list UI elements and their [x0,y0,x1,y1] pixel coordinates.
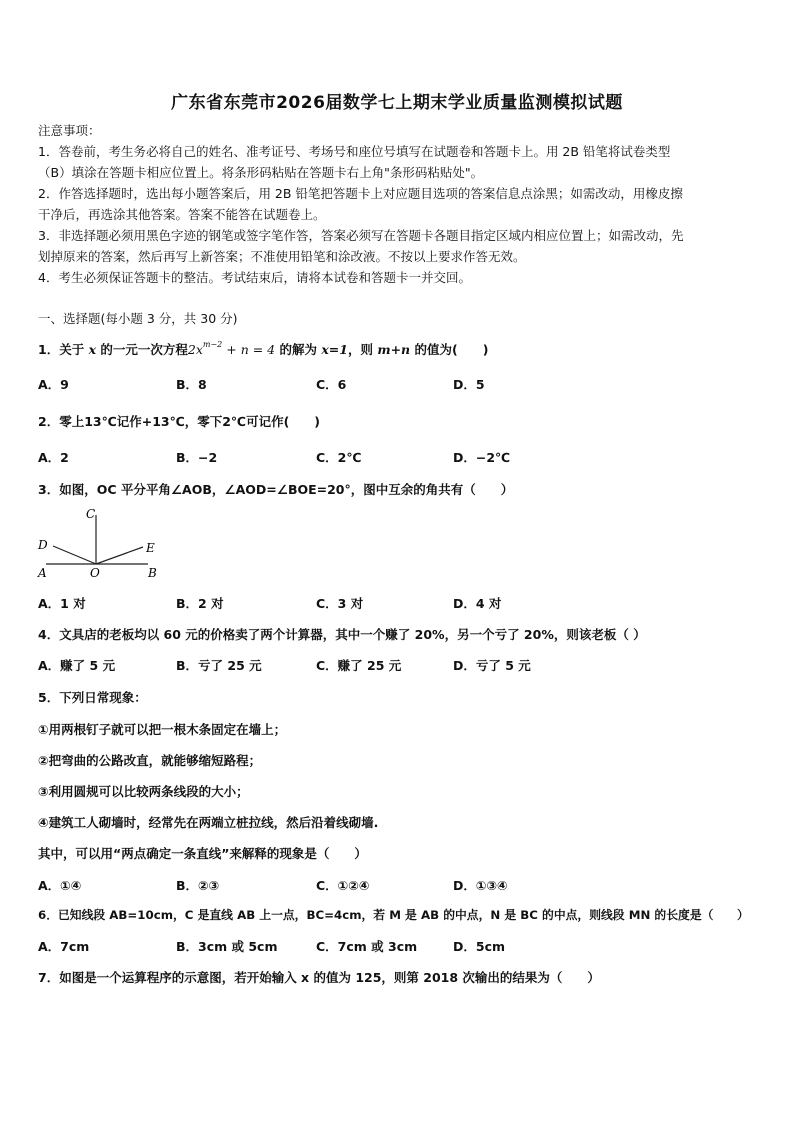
q5-option-b[interactable]: B．②③ [176,878,220,893]
q2-option-a[interactable]: A．2 [38,450,69,465]
notice-line: 3．非选择题必须用黑色字迹的钢笔或签字笔作答，答案必须写在答题卡各题目指定区域内相应位置上；如需改动，先 [38,228,684,243]
q1-expr: m+n [377,342,411,357]
notice-line: 划掉原来的答案，然后再写上新答案；不准使用铅笔和涂改液。不按以上要求作答无效。 [38,249,526,264]
label-a: A [38,566,47,580]
question-7: 7．如图是一个运算程序的示意图，若开始输入 x 的值为 125，则第 2018 次输出的结果为（ ） [38,970,600,985]
q1-text: 的值为( ) [410,342,489,357]
q1-text: ，则 [347,342,378,357]
ray-oe [96,547,143,564]
q2-option-c[interactable]: C．2℃ [316,450,362,465]
notice-line: 1．答卷前，考生务必将自己的姓名、准考证号、考场号和座位号填写在试题卷和答题卡上。用 2B 铅笔将试卷类型 [38,144,671,159]
section-heading: 一、选择题(每小题 3 分，共 30 分) [38,311,238,326]
q3-option-d[interactable]: D．4 对 [453,596,502,611]
notice-line: 4．考生必须保证答题卡的整洁。考试结束后，请将本试卷和答题卡一并交回。 [38,270,471,285]
notice-line: 干净后，再选涂其他答案。答案不能答在试题卷上。 [38,207,326,222]
q6-option-a[interactable]: A．7cm [38,939,90,954]
q1-text: 的一元一次方程 [96,342,188,357]
q3-option-a[interactable]: A．1 对 [38,596,86,611]
notice-line: 2．作答选择题时，选出每小题答案后，用 2B 铅笔把答题卡上对应题目选项的答案信息点涂黑；如需改动，用橡皮擦 [38,186,683,201]
q1-eq-rest: + n = 4 [222,342,276,357]
q5-item: ③利用圆规可以比较两条线段的大小； [38,784,249,799]
q4-option-a[interactable]: A．赚了 5 元 [38,658,116,673]
q1-text: 1．关于 [38,342,89,357]
q2-option-d[interactable]: D．−2℃ [453,450,511,465]
question-4: 4．文具店的老板均以 60 元的价格卖了两个计算器，其中一个赚了 20%，另一个亏了 20%，则该老板（ ） [38,627,646,642]
q1-eq-exponent: m−2 [202,340,223,349]
question-6: 6．已知线段 AB=10cm，C 是直线 AB 上一点，BC=4cm，若 M 是 AB 的中点，N 是 BC 的中点，则线段 MN 的长度是（ ） [38,908,749,922]
q1-option-c[interactable]: C．6 [316,377,347,392]
q1-option-b[interactable]: B．8 [176,377,207,392]
q4-option-b[interactable]: B．亏了 25 元 [176,658,262,673]
q4-option-c[interactable]: C．赚了 25 元 [316,658,402,673]
q3-option-b[interactable]: B．2 对 [176,596,224,611]
q5-option-c[interactable]: C．①②④ [316,878,370,893]
q5-question: 其中，可以用“两点确定一条直线”来解释的现象是（ ） [38,846,367,861]
question-2: 2．零上13℃记作+13℃，零下2℃可记作( ) [38,414,320,429]
q1-var: x [88,342,97,357]
q1-option-a[interactable]: A．9 [38,377,69,392]
q3-option-c[interactable]: C．3 对 [316,596,364,611]
q6-option-b[interactable]: B．3cm 或 5cm [176,939,278,954]
q6-option-c[interactable]: C．7cm 或 3cm [316,939,418,954]
q1-equation [188,342,275,357]
notice-line: （B）填涂在答题卡相应位置上。将条形码粘贴在答题卡右上角"条形码粘贴处"。 [38,165,484,180]
q4-option-d[interactable]: D．亏了 5 元 [453,658,531,673]
q1-option-d[interactable]: D．5 [453,377,485,392]
q1-solution: x=1 [321,342,348,357]
exam-title: 广东省东莞市2026届数学七上期末学业质量监测模拟试题 [171,93,623,113]
q5-item: ②把弯曲的公路改直，就能够缩短路程； [38,753,262,768]
label-b: B [148,566,157,580]
q2-option-b[interactable]: B．−2 [176,450,218,465]
label-o: O [90,566,100,580]
q5-option-d[interactable]: D．①③④ [453,878,508,893]
q1-eq-base: 2x [187,342,203,357]
q1-text: 的解为 [275,342,322,357]
q6-option-d[interactable]: D．5cm [453,939,506,954]
notice-heading: 注意事项： [38,123,101,138]
label-c: C [86,507,96,521]
q5-item: ④建筑工人砌墙时，经常先在两端立桩拉线，然后沿着线砌墙. [38,815,379,830]
question-1 [38,340,488,358]
q5-item: ①用两根钉子就可以把一根木条固定在墙上； [38,722,287,737]
label-e: E [146,541,155,555]
label-d: D [38,538,48,552]
angle-figure [36,505,166,581]
question-3: 3．如图，OC 平分平角∠AOB，∠AOD=∠BOE=20°，图中互余的角共有（ ） [38,482,514,497]
question-5: 5．下列日常现象： [38,690,147,705]
ray-od [53,546,96,564]
q5-option-a[interactable]: A．①④ [38,878,82,893]
